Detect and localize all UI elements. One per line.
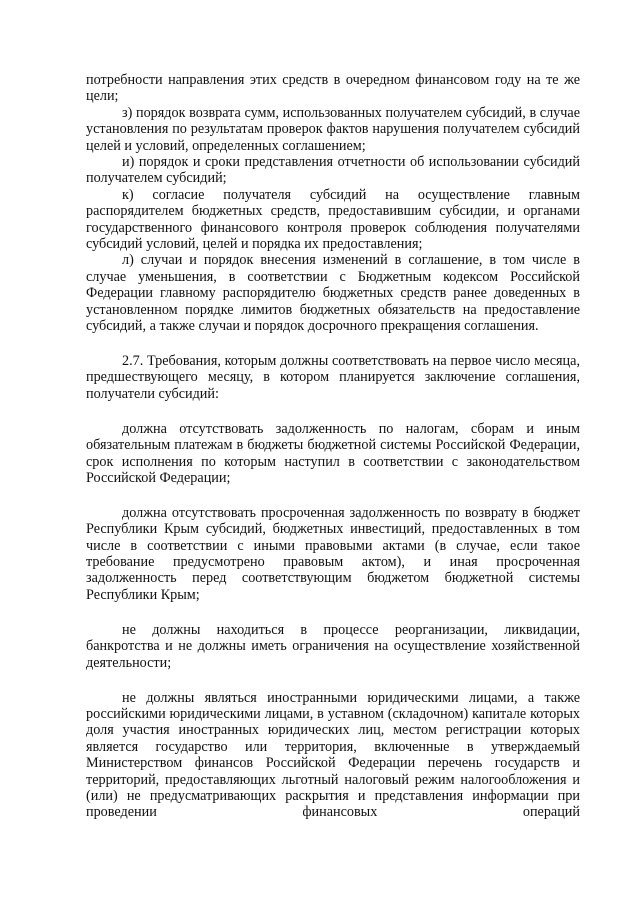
paragraph-2-7: 2.7. Требования, которым должны соответствовать на первое число месяца, предшествующего месяцу, в котором планируется заключение соглашения, получатели субсидий: <box>86 353 580 402</box>
paragraph-item-i: и) порядок и сроки представления отчетности об использовании субсидий получателем субсидий; <box>86 154 580 187</box>
paragraph-req-foreign-entities: не должны являться иностранными юридическими лицами, а также российскими юридическими лицами, в уставном (складочном) капитале которых доля участия иностранных юридических лиц, местом регистрации которых является государство или территория, включенные в утверждаемый Министерством финансов Российской Федерации перечень государств и территорий, предоставляющих льготный налоговый режим налогообложения и (или) не предусматривающих раскрытия и представления информации при проведении финансовых операций <box>86 689 580 821</box>
document-body <box>86 72 580 821</box>
paragraph-item-z: з) порядок возврата сумм, использованных получателем субсидий, в случае установления по результатам проверок фактов нарушения получателем субсидий целей и условий, определенных соглашением; <box>86 104 580 154</box>
paragraph-req-reorganization: не должны находиться в процессе реорганизации, ликвидации, банкротства и не должны иметь ограничения на осуществление хозяйственной деятельности; <box>86 621 580 671</box>
paragraph-req-tax-debt: должна отсутствовать задолженность по налогам, сборам и иным обязательным платежам в бюджеты бюджетной системы Российской Федерации, срок исполнения по которым наступил в соответствии с законодательством Российской Федерации; <box>86 420 580 486</box>
paragraph-req-overdue-debt: должна отсутствовать просроченная задолженность по возврату в бюджет Республики Крым субсидий, бюджетных инвестиций, предоставленных в том числе в соответствии с иными правовыми актами (в случае, если такое требование предусмотрено правовым актом), и иная просроченная задолженность перед соответствующим бюджетом бюджетной системы Республики Крым; <box>86 504 580 603</box>
paragraph-gap <box>86 335 580 354</box>
paragraph-gap <box>86 671 580 690</box>
paragraph-continuation: потребности направления этих средств в очередном финансовом году на те же цели; <box>86 72 580 105</box>
paragraph-gap <box>86 486 580 505</box>
paragraph-gap <box>86 603 580 622</box>
paragraph-gap <box>86 402 580 421</box>
paragraph-item-l: л) случаи и порядок внесения изменений в соглашение, в том числе в случае уменьшения, в соответствии с Бюджетным кодексом Российской Федерации главному распорядителю бюджетных средств ранее доведенных в установленном порядке лимитов бюджетных обязательств на предоставление субсидий, а также случаи и порядок досрочного прекращения соглашения. <box>86 252 580 335</box>
paragraph-item-k: к) согласие получателя субсидий на осуществление главным распорядителем бюджетных средств, предоставившим субсидии, и органами государственного финансового контроля проверок соблюдения получателями субсидий условий, целей и порядка их предоставления; <box>86 186 580 253</box>
